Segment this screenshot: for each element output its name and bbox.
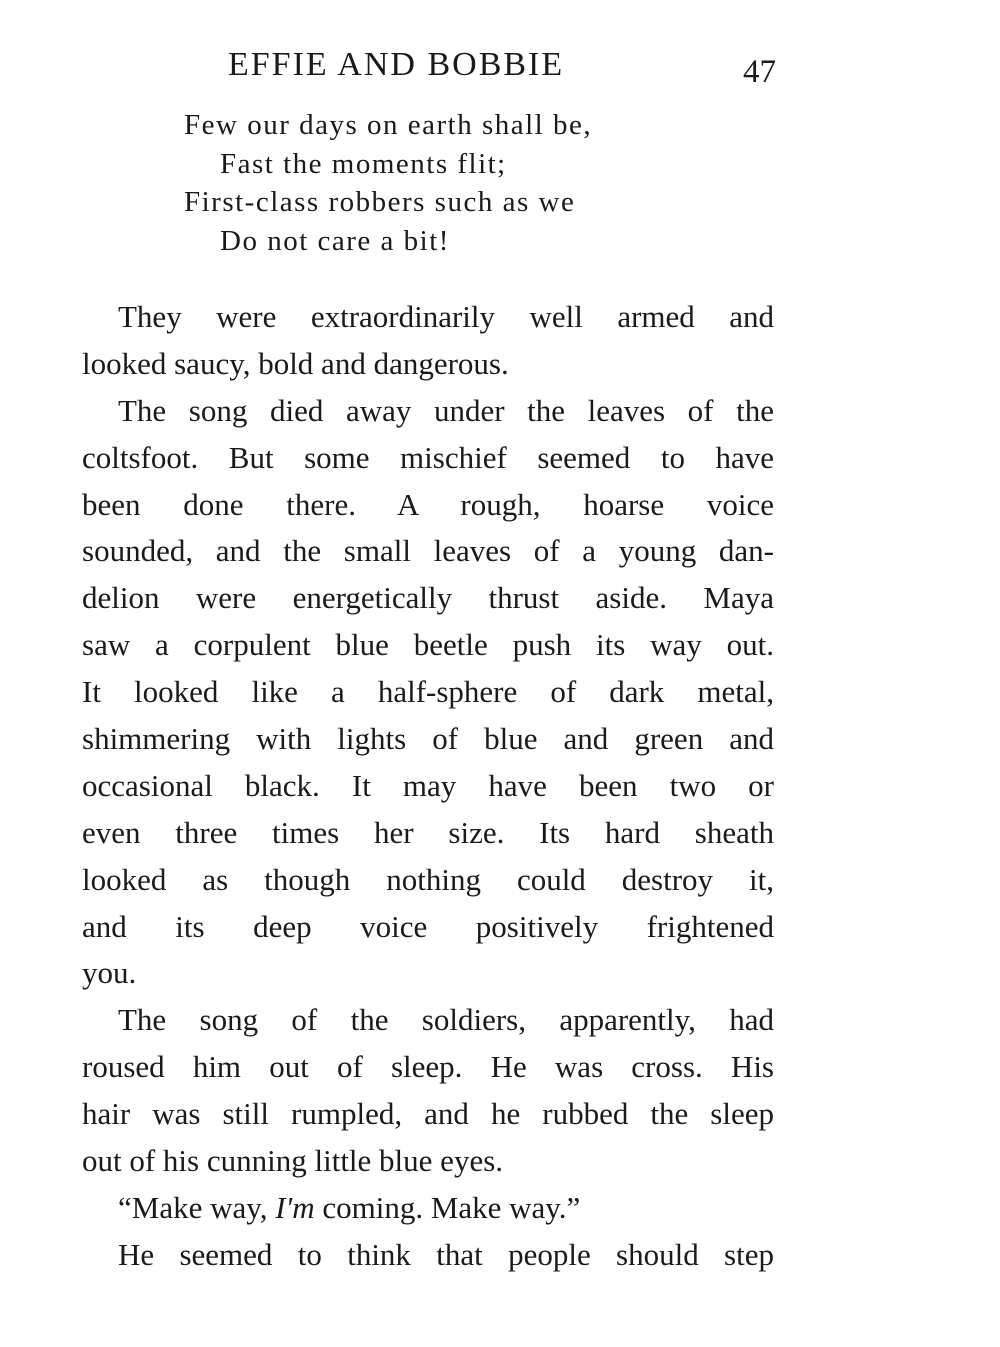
verse-line: First-class robbers such as we bbox=[184, 186, 576, 218]
quote-line bbox=[82, 1185, 774, 1232]
text-line: looked saucy, bold and dangerous. bbox=[82, 345, 509, 381]
text-line: saw a corpulent blue beetle push its way out. bbox=[82, 627, 774, 663]
page-number: 47 bbox=[743, 54, 776, 90]
text-line: shimmering with lights of blue and green and bbox=[82, 721, 774, 757]
text-line: you. bbox=[82, 955, 137, 991]
text-line: They were extraordinarily well armed and bbox=[118, 299, 774, 334]
verse-stanza bbox=[184, 106, 744, 260]
text-line: even three times her size. Its hard sheath bbox=[82, 814, 774, 850]
verse-line: Few our days on earth shall be, bbox=[184, 109, 593, 141]
verse-line: Fast the moments flit; bbox=[220, 147, 507, 180]
quote-start: “Make way, bbox=[118, 1189, 276, 1225]
text-line: The song of the soldiers, apparently, had bbox=[118, 1002, 774, 1038]
text-line: occasional black. It may have been two or bbox=[82, 767, 774, 803]
quote-italic: I'm bbox=[275, 1189, 315, 1225]
quote-end: coming. Make way.” bbox=[314, 1189, 581, 1225]
text-line: sounded, and the small leaves of a young dan- bbox=[82, 533, 774, 569]
text-line: coltsfoot. But some mischief seemed to have bbox=[82, 439, 774, 475]
body-text bbox=[82, 294, 774, 1279]
text-line: It looked like a half-sphere of dark metal, bbox=[82, 674, 774, 710]
text-line: The song died away under the leaves of the bbox=[118, 392, 774, 428]
text-line: and its deep voice positively frightened bbox=[82, 908, 774, 944]
text-line: out of his cunning little blue eyes. bbox=[82, 1143, 504, 1179]
text-line: been done there. A rough, hoarse voice bbox=[82, 486, 774, 522]
text-line: He seemed to think that people should step bbox=[118, 1236, 774, 1272]
text-line: roused him out of sleep. He was cross. His bbox=[82, 1049, 774, 1085]
running-title: EFFIE AND BOBBIE bbox=[228, 46, 565, 83]
text-line: hair was still rumpled, and he rubbed the sleep bbox=[82, 1096, 774, 1132]
text-line: looked as though nothing could destroy it, bbox=[82, 861, 774, 897]
text-line: delion were energetically thrust aside. Maya bbox=[82, 580, 774, 616]
verse-line: Do not care a bit! bbox=[220, 224, 450, 257]
running-head bbox=[228, 46, 776, 90]
